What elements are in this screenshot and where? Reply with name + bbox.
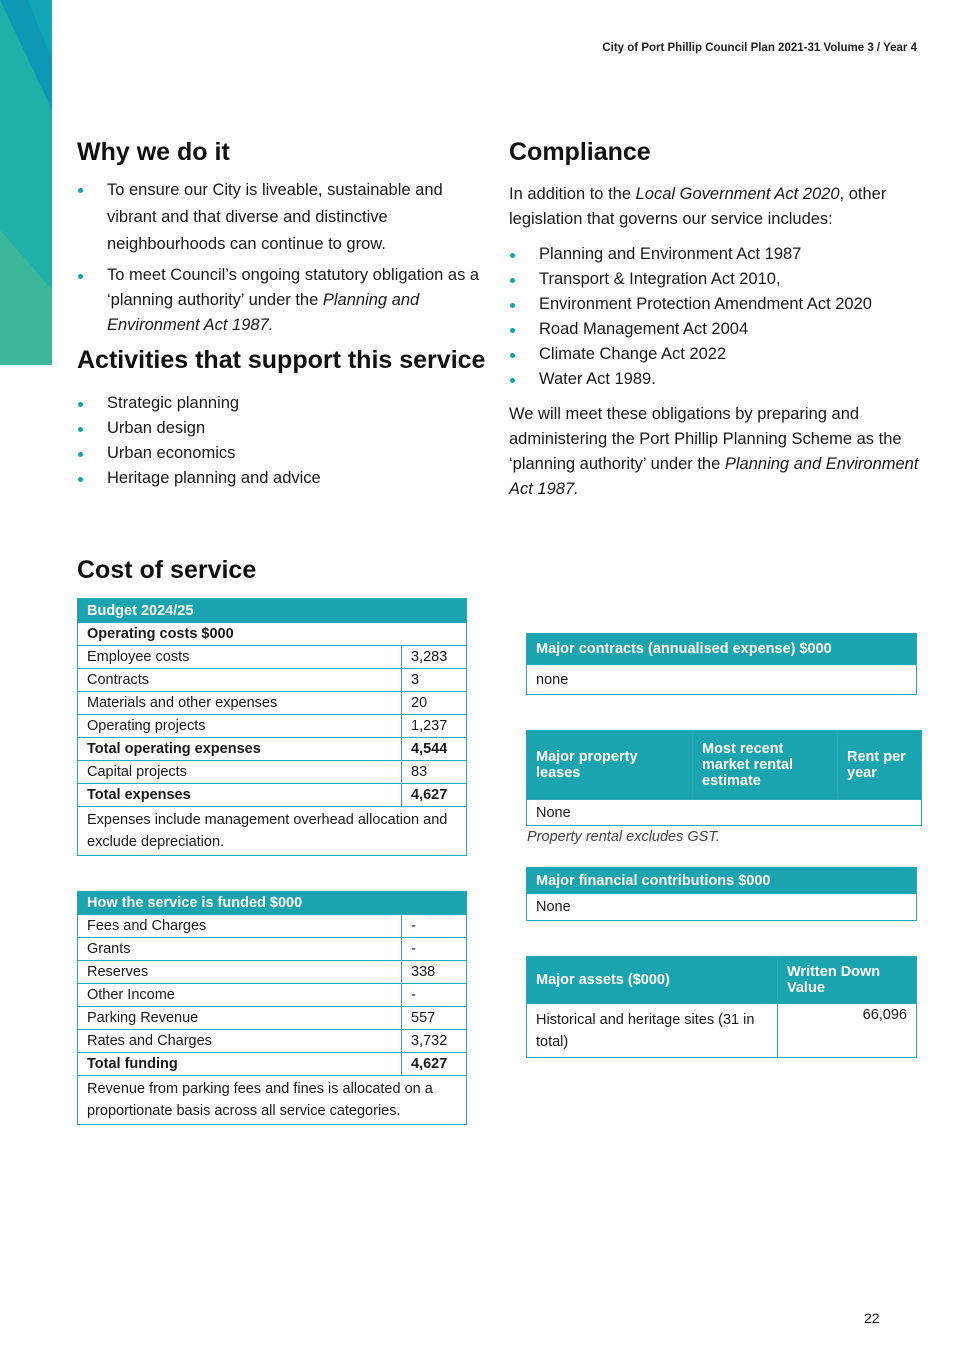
table-row: Total funding 4,627: [78, 1053, 467, 1076]
funding-header: How the service is funded $000: [78, 892, 467, 915]
left-column: [77, 136, 487, 491]
cost-heading: Cost of service: [77, 556, 257, 584]
why-bullet-1: To ensure our City is liveable, sustainable and vibrant and that diverse and distinctive neighbourhoods can continue to grow.: [77, 177, 487, 258]
legislation-item: Transport & Integration Act 2010,: [509, 267, 919, 292]
table-row: Total expenses 4,627: [78, 784, 467, 807]
page-number: 22: [864, 1310, 880, 1326]
leases-col-estimate: Most recent market rental estimate: [693, 731, 838, 800]
table-row: Reserves 338: [78, 961, 467, 984]
decorative-corner-graphic: [0, 0, 52, 365]
activities-list: [77, 391, 487, 491]
table-row: Capital projects 83: [78, 761, 467, 784]
table-row: Contracts 3: [78, 669, 467, 692]
why-bullet-2: To meet Council’s ongoing statutory obligation as a ‘planning authority’ under the Planning and Environment Act 1987.: [77, 263, 487, 338]
assets-col-name: Major assets ($000): [527, 957, 778, 1004]
table-row: Employee costs 3,283: [78, 646, 467, 669]
activities-heading: Activities that support this service: [77, 345, 486, 374]
legislation-item: Climate Change Act 2022: [509, 342, 919, 367]
assets-col-value: Written Down Value: [778, 957, 917, 1004]
table-row: Grants -: [78, 938, 467, 961]
budget-table: [77, 598, 467, 856]
budget-header: Budget 2024/25: [78, 599, 467, 623]
table-row: Operating projects 1,237: [78, 715, 467, 738]
table-row: Historical and heritage sites (31 in total) 66,096: [527, 1004, 917, 1058]
activity-item: Strategic planning: [77, 391, 487, 416]
why-list: [77, 177, 487, 338]
contracts-table: [526, 633, 917, 695]
legislation-item: Environment Protection Amendment Act 2020: [509, 292, 919, 317]
leases-col-property: Major property leases: [527, 731, 693, 800]
table-row: Rates and Charges 3,732: [78, 1030, 467, 1053]
contracts-value: none: [527, 665, 917, 695]
budget-note: Expenses include management overhead allocation and exclude depreciation.: [78, 807, 467, 856]
funding-note: Revenue from parking fees and fines is allocated on a proportionate basis across all service categories.: [78, 1076, 467, 1125]
funding-table: [77, 891, 467, 1125]
compliance-intro: In addition to the Local Government Act 2020, other legislation that governs our service includes:: [509, 184, 887, 228]
leases-col-rent: Rent per year: [838, 731, 922, 800]
compliance-heading: Compliance: [509, 138, 651, 166]
table-row: Materials and other expenses 20: [78, 692, 467, 715]
why-heading: Why we do it: [77, 138, 230, 166]
table-row: Other Income -: [78, 984, 467, 1007]
right-column: [509, 136, 919, 502]
contributions-value: None: [527, 894, 917, 921]
legislation-item: Planning and Environment Act 1987: [509, 242, 919, 267]
contributions-header: Major financial contributions $000: [527, 868, 917, 894]
leases-table: [526, 730, 922, 826]
leases-value: None: [527, 800, 922, 826]
assets-table: [526, 956, 917, 1058]
document-header: City of Port Phillip Council Plan 2021-31 Volume 3 / Year 4: [602, 42, 917, 54]
contributions-table: [526, 867, 917, 921]
compliance-outro: We will meet these obligations by preparing and administering the Port Phillip Planning Scheme as the ‘planning authority’ under the Planning and Environment Act 1987.: [509, 404, 919, 498]
activity-item: Urban design: [77, 416, 487, 441]
table-row: Parking Revenue 557: [78, 1007, 467, 1030]
table-row: Total operating expenses 4,544: [78, 738, 467, 761]
budget-subheader: Operating costs $000: [78, 623, 467, 646]
activity-item: Urban economics: [77, 441, 487, 466]
activity-item: Heritage planning and advice: [77, 466, 487, 491]
table-row: Fees and Charges -: [78, 915, 467, 938]
legislation-item: Water Act 1989.: [509, 367, 919, 392]
contracts-header: Major contracts (annualised expense) $000: [527, 634, 917, 665]
legislation-list: [509, 242, 919, 392]
rental-note: Property rental excludes GST.: [527, 829, 720, 845]
legislation-item: Road Management Act 2004: [509, 317, 919, 342]
